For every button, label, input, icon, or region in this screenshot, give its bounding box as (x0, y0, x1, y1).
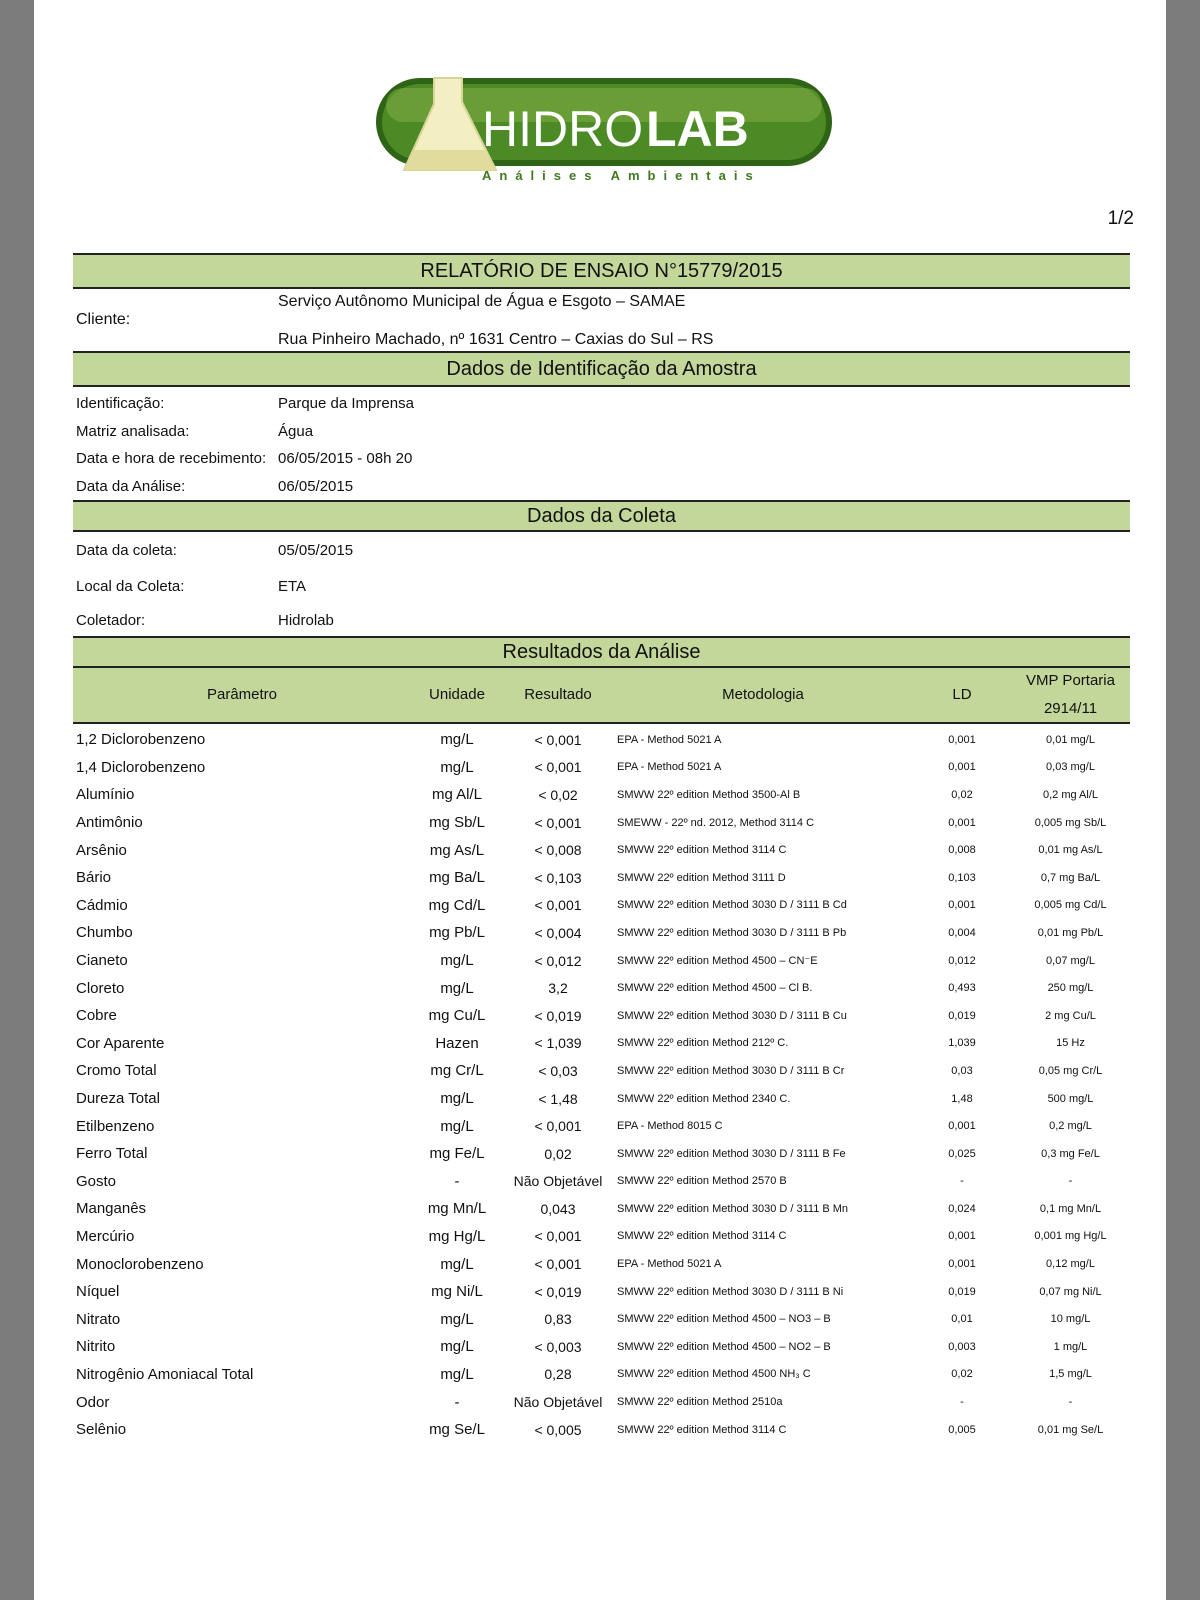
result-cell: 0,02 (544, 1145, 572, 1162)
method-cell: SMWW 22º edition Method 3030 D / 3111 B Ni (617, 1285, 844, 1298)
method-cell: SMWW 22º edition Method 212º C. (617, 1037, 789, 1050)
ld-cell: 0,008 (948, 844, 976, 857)
unit-cell: mg/L (440, 1365, 474, 1383)
result-cell: < 0,019 (534, 1283, 582, 1300)
ld-cell: 0,103 (948, 871, 976, 884)
ld-cell: 0,001 (948, 761, 976, 774)
vmp-cell: - (1068, 1396, 1073, 1409)
header-resultado: Resultado (524, 686, 592, 703)
ld-cell: 0,02 (951, 788, 973, 801)
parameter-cell: Cobre (76, 1007, 117, 1025)
hidrolab-logo (374, 74, 836, 186)
ld-cell: 0,001 (948, 899, 976, 912)
method-cell: SMWW 22º edition Method 4500 – Cl B. (617, 982, 813, 995)
result-cell: < 0,001 (534, 814, 582, 831)
sample-label: Matriz analisada: (76, 422, 190, 440)
parameter-cell: Cádmio (76, 896, 128, 914)
method-cell: SMWW 22º edition Method 3111 D (617, 871, 786, 884)
method-cell: SMWW 22º edition Method 2570 B (617, 1175, 787, 1188)
vmp-cell: 0,05 mg Cr/L (1038, 1064, 1103, 1077)
unit-cell: mg/L (440, 979, 474, 997)
ld-cell: 0,001 (948, 816, 976, 829)
unit-cell: mg Pb/L (429, 924, 485, 942)
page-number: 1/2 (1107, 208, 1134, 229)
vmp-cell: 0,005 mg Sb/L (1034, 816, 1107, 829)
result-cell: 3,2 (548, 980, 568, 997)
parameter-cell: Arsênio (76, 841, 127, 859)
ld-cell: 0,003 (948, 1340, 976, 1353)
logo-text-lab: LAB (646, 101, 749, 157)
collection-label: Coletador: (76, 611, 146, 629)
vmp-cell: 0,12 mg/L (1046, 1258, 1095, 1271)
unit-cell: mg Ni/L (431, 1283, 483, 1301)
ld-cell: 0,004 (948, 926, 976, 939)
ld-cell: 0,012 (948, 954, 976, 967)
unit-cell: mg Hg/L (428, 1227, 486, 1245)
method-cell: SMWW 22º edition Method 4500 – CN⁻E (617, 955, 818, 968)
ld-cell: 0,019 (948, 1009, 976, 1022)
result-cell: 0,28 (544, 1366, 572, 1383)
method-cell: SMWW 22º edition Method 4500 – NO2 – B (617, 1340, 831, 1353)
unit-cell: mg Sb/L (429, 814, 485, 832)
sample-section-title: Dados de Identificação da Amostra (73, 351, 1130, 387)
table-row (73, 1305, 1130, 1333)
method-cell: EPA - Method 5021 A (617, 761, 722, 774)
logo-text-hidro: HIDRO (482, 101, 644, 157)
parameter-cell: Selênio (76, 1421, 127, 1439)
collection-value: 05/05/2015 (278, 541, 354, 559)
table-row (73, 726, 1130, 754)
ld-cell: 0,001 (948, 733, 976, 746)
parameter-cell: Gosto (76, 1172, 117, 1190)
header-unidade: Unidade (429, 686, 485, 703)
client-block (73, 289, 1130, 351)
ld-cell: 0,001 (948, 1230, 976, 1243)
vmp-cell: 0,2 mg Al/L (1042, 788, 1099, 801)
collection-row (73, 532, 1130, 568)
method-cell: SMWW 22º edition Method 3114 C (617, 1230, 787, 1243)
table-row (73, 1168, 1130, 1196)
header-metodologia: Metodologia (722, 686, 804, 703)
parameter-cell: Chumbo (76, 924, 133, 942)
collection-value: Hidrolab (278, 611, 334, 629)
parameter-cell: Nitrogênio Amoniacal Total (76, 1365, 254, 1383)
parameter-cell: Cianeto (76, 952, 128, 970)
result-cell: < 0,012 (534, 952, 582, 969)
parameter-cell: Mercúrio (76, 1227, 135, 1245)
ld-cell: - (960, 1396, 964, 1409)
unit-cell: mg Cd/L (428, 896, 486, 914)
unit-cell: mg Cr/L (430, 1062, 484, 1080)
unit-cell: mg As/L (429, 841, 485, 859)
table-row (73, 1223, 1130, 1251)
sample-row (73, 473, 1130, 501)
result-cell: Não Objetável (513, 1394, 603, 1411)
unit-cell: - (454, 1172, 460, 1190)
table-row (73, 1085, 1130, 1113)
ld-cell: 0,001 (948, 1258, 976, 1271)
method-cell: EPA - Method 5021 A (617, 733, 722, 746)
vmp-cell: 0,01 mg Pb/L (1037, 926, 1104, 939)
result-cell: < 1,48 (538, 1090, 578, 1107)
result-cell: < 0,001 (534, 1228, 582, 1245)
document-page (34, 0, 1166, 1600)
ld-cell: 0,493 (948, 982, 976, 995)
unit-cell: mg Mn/L (427, 1200, 487, 1218)
unit-cell: mg/L (440, 758, 474, 776)
ld-cell: 0,03 (951, 1064, 973, 1077)
sample-value: 06/05/2015 (278, 477, 354, 495)
vmp-cell: 0,01 mg Se/L (1037, 1423, 1104, 1436)
parameter-cell: Cor Aparente (76, 1034, 165, 1052)
result-cell: < 0,001 (534, 759, 582, 776)
ld-cell: 0,005 (948, 1423, 976, 1436)
table-row (73, 1112, 1130, 1140)
sample-rows (73, 387, 1130, 500)
parameter-cell: Dureza Total (76, 1090, 160, 1108)
vmp-cell: 0,07 mg/L (1046, 954, 1095, 967)
collection-row (73, 568, 1130, 604)
parameter-cell: Nitrito (76, 1338, 116, 1356)
results-table-header (73, 668, 1130, 724)
unit-cell: mg/L (440, 1117, 474, 1135)
method-cell: EPA - Method 5021 A (617, 1258, 722, 1271)
vmp-cell: 0,3 mg Fe/L (1041, 1147, 1100, 1160)
result-cell: < 0,001 (534, 1256, 582, 1273)
report-body (73, 253, 1130, 1443)
method-cell: SMWW 22º edition Method 3114 C (617, 1423, 787, 1436)
table-row (73, 919, 1130, 947)
result-cell: < 0,02 (538, 786, 578, 803)
result-cell: Não Objetável (513, 1173, 603, 1190)
collection-row (73, 604, 1130, 636)
table-row (73, 1250, 1130, 1278)
unit-cell: mg/L (440, 1255, 474, 1273)
method-cell: SMWW 22º edition Method 2510a (617, 1396, 783, 1409)
parameter-cell: Cromo Total (76, 1062, 157, 1080)
report-title: RELATÓRIO DE ENSAIO N°15779/2015 (73, 253, 1130, 289)
method-cell: SMWW 22º edition Method 2340 C. (617, 1092, 791, 1105)
vmp-cell: 500 mg/L (1047, 1092, 1094, 1105)
sample-value: Parque da Imprensa (278, 395, 414, 413)
client-label: Cliente: (76, 311, 131, 328)
parameter-cell: 1,2 Diclorobenzeno (76, 731, 206, 749)
table-row (73, 1002, 1130, 1030)
ld-cell: 0,02 (951, 1368, 973, 1381)
unit-cell: Hazen (435, 1034, 479, 1052)
table-row (73, 836, 1130, 864)
vmp-cell: 0,7 mg Ba/L (1040, 871, 1101, 884)
unit-cell: mg Ba/L (429, 869, 485, 887)
unit-cell: mg/L (440, 1310, 474, 1328)
vmp-cell: 0,07 mg Ni/L (1039, 1285, 1102, 1298)
collection-value: ETA (278, 577, 307, 595)
unit-cell: mg/L (440, 952, 474, 970)
parameter-cell: Manganês (76, 1200, 147, 1218)
parameter-cell: Ferro Total (76, 1145, 148, 1163)
vmp-cell: 15 Hz (1056, 1037, 1085, 1050)
result-cell: < 0,001 (534, 731, 582, 748)
ld-cell: 1,48 (951, 1092, 973, 1105)
result-cell: 0,043 (540, 1200, 576, 1217)
parameter-cell: Cloreto (76, 979, 125, 997)
sample-row (73, 390, 1130, 418)
table-row (73, 974, 1130, 1002)
sample-value: 06/05/2015 - 08h 20 (278, 450, 413, 468)
ld-cell: - (960, 1175, 964, 1188)
ld-cell: 0,019 (948, 1285, 976, 1298)
collection-rows (73, 532, 1130, 636)
sample-label: Data da Análise: (76, 477, 186, 495)
result-cell: < 0,008 (534, 842, 582, 859)
vmp-cell: 0,001 mg Hg/L (1034, 1230, 1107, 1243)
results-section-title: Resultados da Análise (73, 636, 1130, 668)
table-row (73, 947, 1130, 975)
parameter-cell: 1,4 Diclorobenzeno (76, 758, 206, 776)
vmp-cell: 10 mg/L (1050, 1313, 1091, 1326)
table-row (73, 781, 1130, 809)
method-cell: SMEWW - 22º nd. 2012, Method 3114 C (617, 816, 815, 829)
header-parametro: Parâmetro (206, 686, 278, 703)
method-cell: SMWW 22º edition Method 4500 NH₃ C (617, 1368, 811, 1381)
sample-row (73, 445, 1130, 473)
table-row (73, 1140, 1130, 1168)
parameter-cell: Níquel (76, 1283, 120, 1301)
vmp-cell: 2 mg Cu/L (1045, 1009, 1096, 1022)
flask-logo-icon (374, 74, 836, 186)
collection-label: Local da Coleta: (76, 577, 185, 595)
result-cell: < 0,103 (534, 869, 582, 886)
vmp-cell: 0,03 mg/L (1046, 761, 1095, 774)
table-row (73, 1361, 1130, 1389)
unit-cell: mg Fe/L (429, 1145, 485, 1163)
table-row (73, 892, 1130, 920)
unit-cell: mg Cu/L (428, 1007, 486, 1025)
unit-cell: mg/L (440, 1090, 474, 1108)
collection-label: Data da coleta: (76, 541, 177, 559)
unit-cell: mg/L (440, 731, 474, 749)
parameter-cell: Nitrato (76, 1310, 121, 1328)
parameter-cell: Alumínio (76, 786, 135, 804)
method-cell: EPA - Method 8015 C (617, 1120, 723, 1133)
unit-cell: mg Al/L (431, 786, 483, 804)
result-cell: < 0,005 (534, 1421, 582, 1438)
result-cell: < 0,019 (534, 1007, 582, 1024)
ld-cell: 1,039 (948, 1037, 976, 1050)
unit-cell: mg/L (440, 1338, 474, 1356)
method-cell: SMWW 22º edition Method 3030 D / 3111 B Cd (617, 899, 847, 912)
sample-label: Data e hora de recebimento: (76, 450, 267, 468)
table-row (73, 809, 1130, 837)
sample-row (73, 418, 1130, 446)
table-row (73, 754, 1130, 782)
result-cell: 0,83 (544, 1311, 572, 1328)
ld-cell: 0,001 (948, 1120, 976, 1133)
vmp-cell: 1,5 mg/L (1049, 1368, 1092, 1381)
sample-value: Água (278, 422, 314, 440)
ld-cell: 0,025 (948, 1147, 976, 1160)
vmp-cell: 0,1 mg Mn/L (1039, 1202, 1102, 1215)
parameter-cell: Etilbenzeno (76, 1117, 155, 1135)
unit-cell: - (454, 1393, 460, 1411)
unit-cell: mg Se/L (429, 1421, 485, 1439)
logo-tagline: Análises Ambientais (482, 168, 761, 183)
table-row (73, 1278, 1130, 1306)
client-address: Rua Pinheiro Machado, nº 1631 Centro – Caxias do Sul – RS (278, 331, 714, 348)
vmp-cell: 0,01 mg/L (1046, 733, 1095, 746)
result-cell: < 0,001 (534, 897, 582, 914)
result-cell: < 1,039 (534, 1035, 582, 1052)
result-cell: < 0,001 (534, 1118, 582, 1135)
ld-cell: 0,01 (951, 1313, 973, 1326)
result-cell: < 0,03 (538, 1062, 578, 1079)
method-cell: SMWW 22º edition Method 3030 D / 3111 B Fe (617, 1147, 846, 1160)
table-row (73, 1057, 1130, 1085)
vmp-cell: 250 mg/L (1047, 982, 1094, 995)
table-row (73, 1030, 1130, 1058)
parameter-cell: Bário (76, 869, 112, 887)
client-name: Serviço Autônomo Municipal de Água e Esgoto – SAMAE (278, 293, 686, 310)
header-vmp: VMP Portaria 2914/11 (1026, 672, 1115, 717)
vmp-cell: 1 mg/L (1053, 1340, 1088, 1353)
parameter-cell: Monoclorobenzeno (76, 1255, 204, 1273)
method-cell: SMWW 22º edition Method 3114 C (617, 844, 787, 857)
method-cell: SMWW 22º edition Method 3030 D / 3111 B Cu (617, 1009, 847, 1022)
table-row (73, 1416, 1130, 1444)
method-cell: SMWW 22º edition Method 3030 D / 3111 B Pb (617, 926, 847, 939)
method-cell: SMWW 22º edition Method 4500 – NO3 – B (617, 1313, 831, 1326)
sample-label: Identificação: (76, 395, 165, 413)
header-ld: LD (952, 686, 972, 703)
parameter-cell: Antimônio (76, 814, 143, 832)
results-table-body (73, 724, 1130, 1443)
vmp-cell: 0,01 mg As/L (1038, 844, 1103, 857)
parameter-cell: Odor (76, 1393, 110, 1411)
vmp-cell: - (1068, 1175, 1073, 1188)
table-row (73, 1333, 1130, 1361)
table-row (73, 1388, 1130, 1416)
result-cell: < 0,004 (534, 924, 582, 941)
table-row (73, 1195, 1130, 1223)
method-cell: SMWW 22º edition Method 3030 D / 3111 B Mn (617, 1202, 849, 1215)
method-cell: SMWW 22º edition Method 3030 D / 3111 B Cr (617, 1064, 845, 1077)
vmp-cell: 0,2 mg/L (1049, 1120, 1092, 1133)
table-row (73, 864, 1130, 892)
collection-section-title: Dados da Coleta (73, 500, 1130, 532)
result-cell: < 0,003 (534, 1338, 582, 1355)
vmp-cell: 0,005 mg Cd/L (1034, 899, 1107, 912)
method-cell: SMWW 22º edition Method 3500-Al B (617, 788, 801, 801)
ld-cell: 0,024 (948, 1202, 976, 1215)
